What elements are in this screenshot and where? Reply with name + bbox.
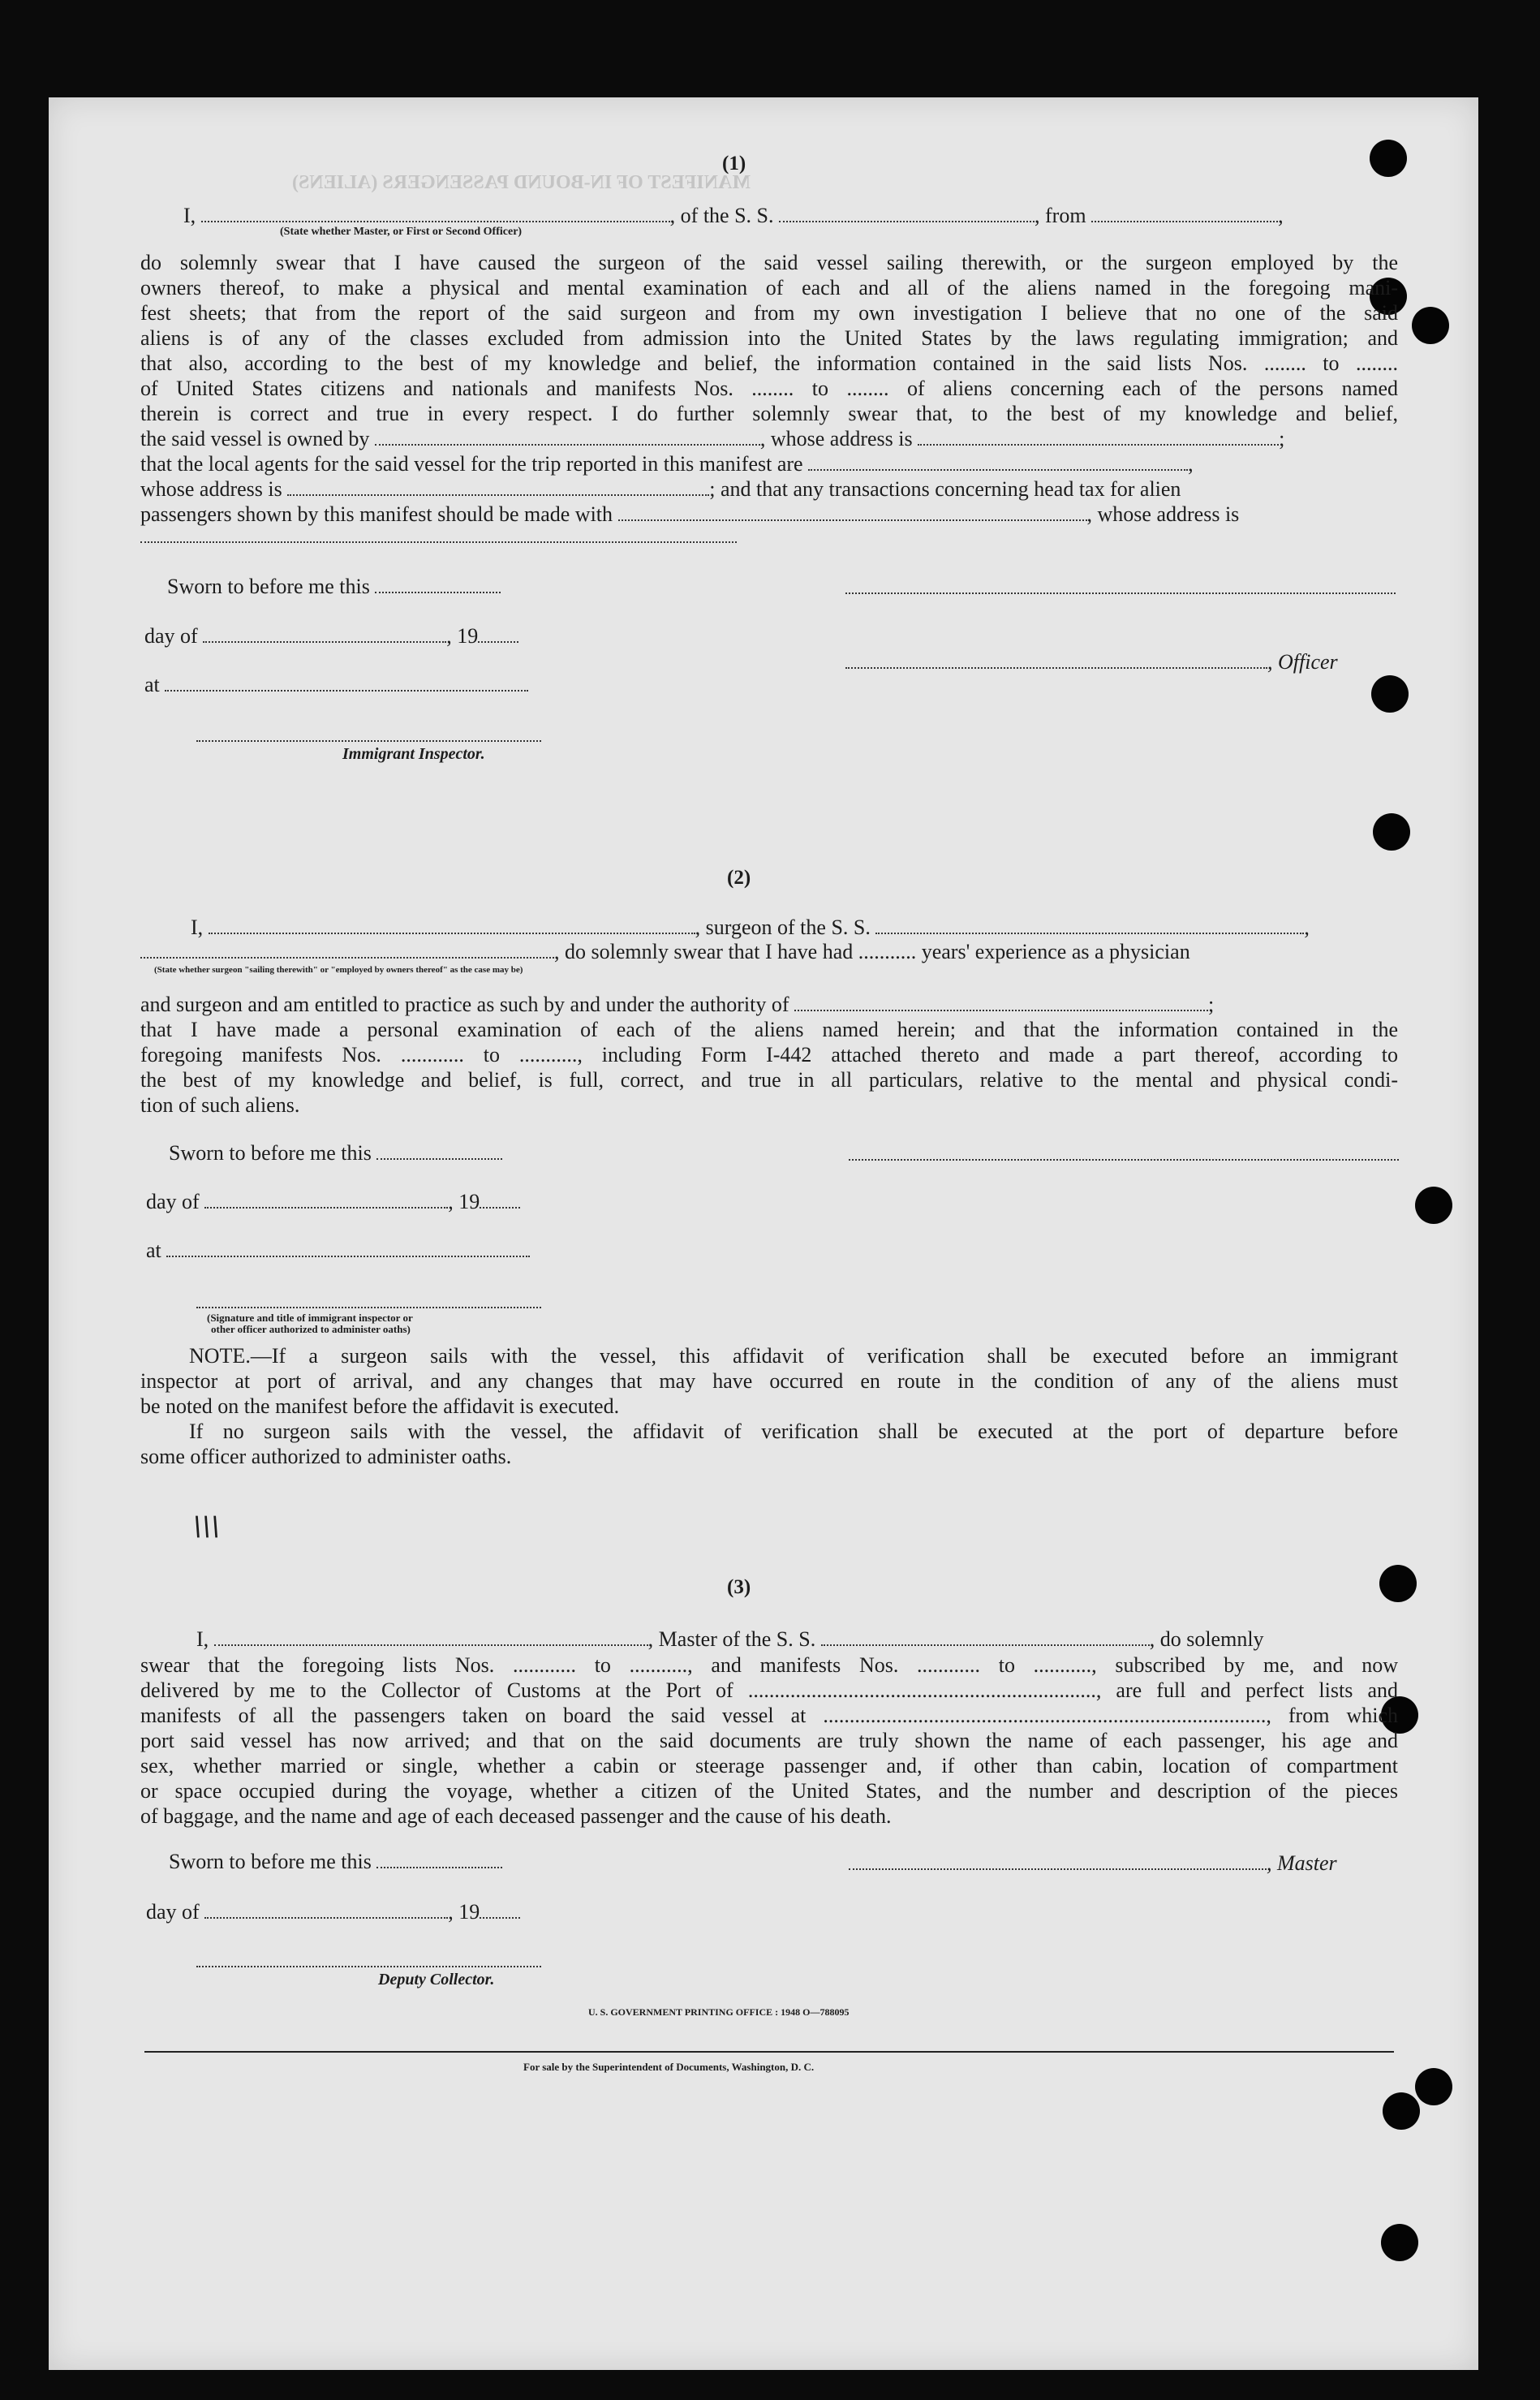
officer-title-field[interactable] (845, 653, 1267, 669)
label-master-of-ss: , Master of the S. S. (647, 1627, 816, 1651)
authority-field[interactable] (794, 995, 1208, 1011)
body-line: therein is correct and true in every respect. I do further solemnly swear that, to the best of my knowledge and belief, (140, 402, 1398, 425)
sworn-date-field[interactable] (376, 1144, 502, 1160)
local-agents-field[interactable] (808, 455, 1188, 471)
body-line: of United States citizens and nationals and manifests Nos. ........ to ........ of aliens concerning each of the persons named (140, 377, 1398, 400)
label-at: at (144, 673, 160, 696)
handwritten-mark: \\\ (187, 1508, 226, 1545)
label-owned-by: the said vessel is owned by (140, 427, 370, 450)
master-name-field[interactable] (214, 1630, 648, 1646)
label-passengers-shown: passengers shown by this manifest should be made with (140, 502, 613, 526)
label-head-tax: ; and that any transactions concerning head tax for alien (709, 477, 1181, 501)
label-officer: , Officer (1267, 650, 1338, 674)
body-line: that I have made a personal examination of each of the aliens named herein; and that the information contained in the (140, 1018, 1398, 1041)
label-i: I, (183, 204, 196, 227)
local-agents-line: that the local agents for the said vessel for the trip reported in this manifest are , (140, 452, 1194, 476)
body-line: aliens is of any of the classes excluded from admission into the United States by the laws regulating immigration; and (140, 326, 1398, 350)
official-signature-line[interactable] (196, 1307, 541, 1308)
collector-signature-line[interactable] (196, 1966, 541, 1967)
owned-by-line: the said vessel is owned by , whose address is ; (140, 427, 1285, 450)
at-place-field[interactable] (165, 675, 528, 692)
body-line: do solemnly swear that I have caused the surgeon of the said vessel sailing therewith, or the surgeon employed by the (140, 251, 1398, 274)
footer-rule (144, 2051, 1394, 2053)
surgeon-name-field[interactable] (209, 918, 695, 934)
section2-note (140, 1343, 1398, 1469)
punch-hole (1415, 2068, 1452, 2105)
section3-heading: (3) (727, 1576, 751, 1598)
section1-line1: I, , of the S. S. , from , (183, 204, 1284, 227)
body-line: swear that the foregoing lists Nos. ............ to ..........., and manifests Nos. ............ to ..........., subscribed by me, and now (140, 1653, 1398, 1677)
owner-field[interactable] (375, 429, 760, 446)
label-at: at (146, 1239, 161, 1262)
section1-body (140, 250, 1398, 426)
body-line: foregoing manifests Nos. ............ to ..........., including Form I-442 attached thereto and made a part thereof, according to (140, 1043, 1398, 1066)
label-whose-address: whose address is (140, 477, 282, 501)
owner-address-field[interactable] (918, 429, 1279, 446)
body-line: of baggage, and the name and age of each deceased passenger and the cause of his death. (140, 1804, 892, 1828)
body-line: the best of my knowledge and belief, is full, correct, and true in all particulars, relative to the mental and physical condi- (140, 1068, 1398, 1092)
section2-caption: (State whether surgeon "sailing therewith" or "employed by owners thereof" as the case may be) (154, 965, 523, 975)
punch-hole (1379, 1565, 1417, 1602)
label-local-agents: that the local agents for the said vessel for the trip reported in this manifest are (140, 452, 803, 476)
note-line: some officer authorized to administer oaths. (140, 1445, 512, 1468)
note-line: NOTE.—If a surgeon sails with the vessel, this affidavit of verification shall be executed before an immigrant (189, 1344, 1398, 1368)
officer-rank-field[interactable] (201, 206, 670, 222)
section1-caption: (State whether Master, or First or Second Officer) (280, 226, 523, 238)
label-authority: and surgeon and am entitled to practice as such by and under the authority of (140, 993, 789, 1016)
section1-heading: (1) (722, 153, 746, 175)
label-surgeon-of-ss: , surgeon of the S. S. (695, 916, 871, 939)
label-day-of: day of (144, 624, 198, 648)
label-sworn: Sworn to before me this (169, 1850, 372, 1873)
label-i: I, (196, 1627, 209, 1651)
head-tax-address-field[interactable] (140, 541, 737, 543)
label-day-of: day of (146, 1190, 200, 1213)
body-line: sex, whether married or single, whether a cabin or steerage passenger and, if other than cabin, location of compartment (140, 1754, 1398, 1777)
master-signature-field[interactable] (849, 1854, 1267, 1870)
section2-line1: I, , surgeon of the S. S. , (191, 916, 1310, 939)
section2-line2 (140, 939, 1190, 964)
section3-day-of (146, 1899, 520, 1924)
punch-hole (1412, 307, 1449, 344)
day-of-field[interactable] (204, 1902, 448, 1919)
note-line: inspector at port of arrival, and any changes that may have occurred en route in the condition of any of the aliens must (140, 1369, 1398, 1393)
surgeon-signature-line[interactable] (849, 1159, 1399, 1161)
label-master: , Master (1267, 1851, 1337, 1875)
section3-line1 (196, 1627, 1264, 1652)
head-tax-contact-field[interactable] (618, 505, 1087, 521)
body-line: manifests of all the passengers taken on board the said vessel at ...................................................................................., from which (140, 1704, 1398, 1727)
label-do-solemnly: , do solemnly (1149, 1627, 1264, 1651)
label-sworn: Sworn to before me this (169, 1141, 372, 1165)
surgeon-vessel-field[interactable] (875, 918, 1304, 934)
section1-sworn (167, 574, 501, 599)
section1-officer-line (845, 649, 1338, 674)
body-line: that also, according to the best of my knowledge and belief, the information contained in the said lists Nos. ........ to ........ (140, 351, 1398, 375)
section2-sworn (169, 1140, 502, 1166)
body-line: tion of such aliens. (140, 1093, 300, 1117)
body-line: delivered by me to the Collector of Customs at the Port of .................................................................., are full and perfect lists and (140, 1678, 1398, 1702)
section3-sworn (169, 1849, 502, 1874)
section2-heading: (2) (727, 867, 751, 889)
note-line: If no surgeon sails with the vessel, the affidavit of verification shall be executed at the port of departure before (189, 1420, 1398, 1443)
manifest-page (49, 97, 1478, 2370)
section2-at (146, 1238, 530, 1263)
label-solemnly-swear: , do solemnly swear that I have had ........... years' experience as a physician (554, 940, 1190, 963)
for-sale-notice: For sale by the Superintendent of Documents, Washington, D. C. (523, 2061, 815, 2073)
section1-day-of (144, 623, 518, 648)
punch-hole (1383, 2092, 1420, 2130)
label-whose-address: , whose address is (759, 427, 913, 450)
passengers-shown-line (140, 502, 1239, 527)
signature-caption: (Signature and title of immigrant inspector or (207, 1312, 413, 1324)
agent-address-line (140, 476, 1398, 502)
day-of-field[interactable] (204, 1192, 448, 1209)
master-vessel-field[interactable] (821, 1630, 1150, 1646)
departure-port-field[interactable] (1091, 206, 1278, 222)
section2-day-of (146, 1189, 520, 1214)
vessel-name-field[interactable] (779, 206, 1035, 222)
year-field[interactable] (480, 1902, 520, 1919)
officer-signature-line[interactable] (845, 592, 1396, 594)
body-line: port said vessel has now arrived; and that on the said documents are truly shown the name of each passenger, his age and (140, 1729, 1398, 1752)
collector-signature-title: Deputy Collector. (378, 1971, 495, 1989)
year-field[interactable] (480, 1192, 520, 1209)
body-line: or space occupied during the voyage, whether a citizen of the United States, and the number and description of the pieces (140, 1779, 1398, 1803)
label-whose-address: , whose address is (1086, 502, 1240, 526)
agent-address-field[interactable] (287, 480, 709, 496)
day-of-field[interactable] (203, 627, 446, 643)
bleed-through-header: MANIFEST OF IN-BOUND PASSENGERS (ALIENS) (292, 172, 751, 193)
at-place-field[interactable] (166, 1241, 530, 1257)
note-line: be noted on the manifest before the affidavit is executed. (140, 1394, 620, 1418)
inspector-signature-line[interactable] (196, 740, 541, 742)
body-line: fest sheets; that from the report of the said surgeon and from my own investigation I believe that no one of the said (140, 301, 1398, 325)
punch-hole (1373, 813, 1410, 851)
punch-hole (1371, 675, 1409, 713)
punch-hole (1381, 2224, 1418, 2261)
label-year: , 19 (448, 1190, 480, 1213)
label-year: , 19 (448, 1900, 480, 1924)
inspector-signature-title: Immigrant Inspector. (342, 745, 485, 763)
label-from: , from (1035, 204, 1086, 227)
section3-master-line (849, 1851, 1337, 1876)
sworn-date-field[interactable] (376, 1852, 502, 1868)
label-sworn: Sworn to before me this (167, 575, 370, 598)
punch-hole (1370, 140, 1407, 177)
section3-body (140, 1652, 1398, 1829)
punch-hole (1415, 1187, 1452, 1224)
label-day-of: day of (146, 1900, 200, 1924)
section2-body (140, 1017, 1398, 1118)
surgeon-type-field[interactable] (140, 942, 554, 959)
section2-authority: and surgeon and am entitled to practice as such by and under the authority of ; (140, 993, 1215, 1016)
body-line: owners thereof, to make a physical and mental examination of each and all of the aliens named in the foregoing mani- (140, 276, 1398, 299)
sworn-date-field[interactable] (375, 577, 501, 593)
year-field[interactable] (478, 627, 518, 643)
label-year: , 19 (446, 624, 479, 648)
signature-caption: other officer authorized to administer oaths) (211, 1323, 411, 1335)
label-i: I, (191, 916, 204, 939)
label-of-ss: , of the S. S. (669, 204, 774, 227)
printing-office-imprint: U. S. GOVERNMENT PRINTING OFFICE : 1948 O—788095 (588, 2006, 850, 2018)
section1-at (144, 672, 528, 697)
